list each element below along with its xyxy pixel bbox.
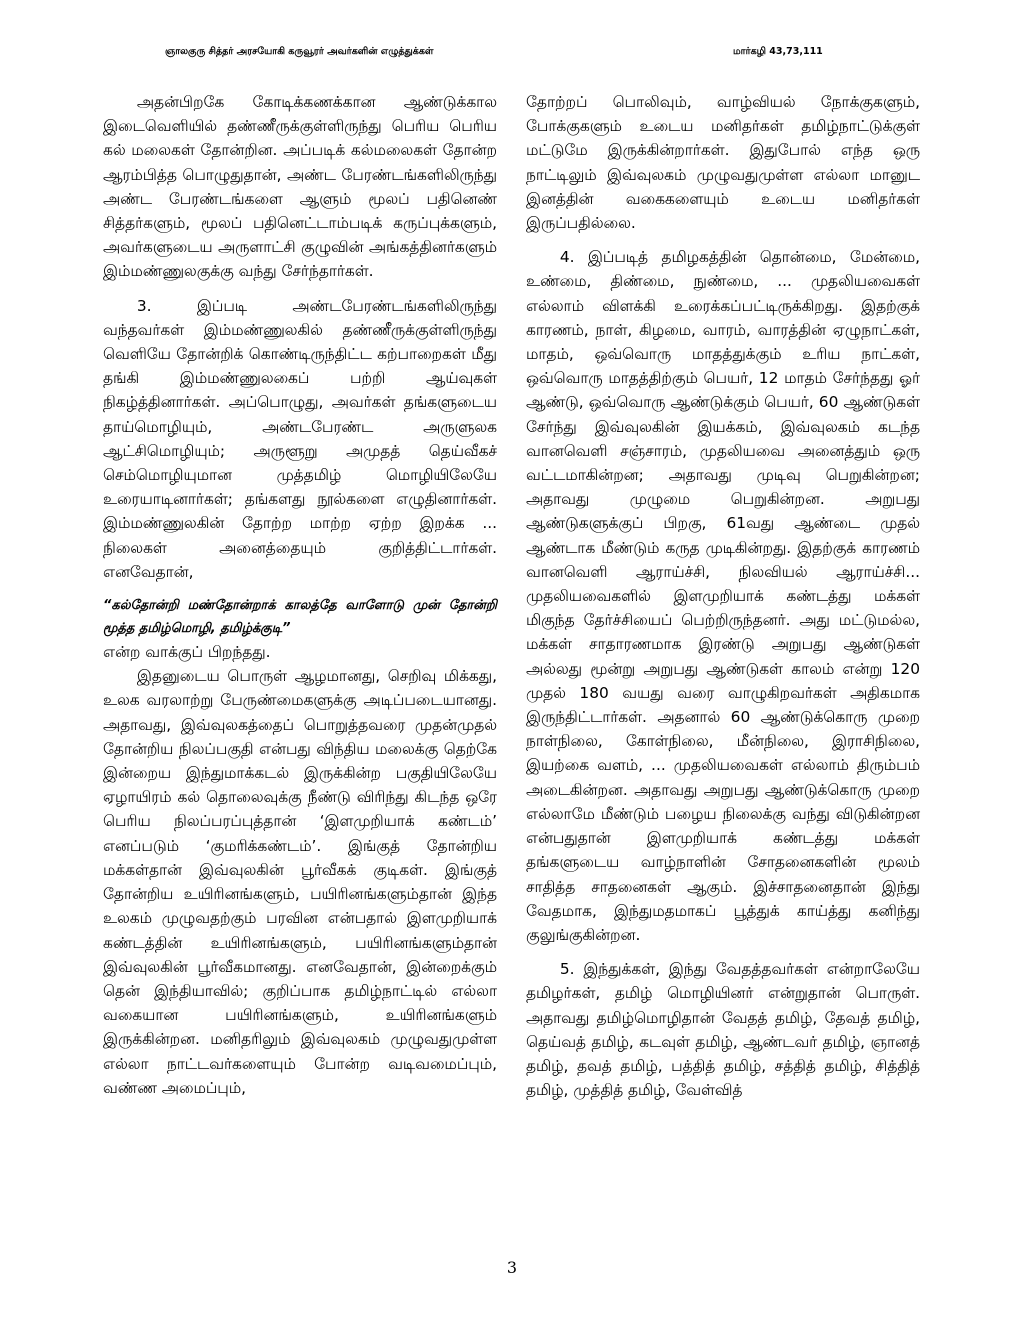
paragraph-4: 4. இப்படித் தமிழகத்தின் தொன்மை, மேன்மை, உண்மை, திண்மை, நுண்மை, ... முதலியவைகள் எல்லாம் விளக்கி உரைக்கப்பட்டிருக்கிறது. இதற்குக் காரணம், நாள், கிழமை, வாரம், வாரத்தின் ஏழுநாட்கள், மாதம், ஒவ்வொரு மாதத்துக்கும் உரிய நாட்கள், ஒவ்வொரு மாதத்திற்கும் பெயர், 12 மாதம் சேர்ந்தது ஓர் ஆண்டு, ஒவ்வொரு ஆண்டுக்கும் பெயர், 60 ஆண்டுகள் சேர்ந்து இவ்வுலகின் இயக்கம், இவ்வுலகம் கடந்த வானவெளி சஞ்சாரம், முதலியவை அனைத்தும் ஒரு வட்டமாகின்றன; அதாவது முடிவு பெறுகின்றன; அதாவது முழுமை பெறுகின்றன. அறுபது ஆண்டுகளுக்குப் பிறகு, 61வது ஆண்டை முதல் ஆண்டாக மீண்டும் கருத முடிகின்றது. இதற்குக் காரணம் வானவெளி ஆராய்ச்சி, நிலவியல் ஆராய்ச்சி... முதலியவைகளில் இளமுறியாக் கண்டத்து மக்கள் மிகுந்த தேர்ச்சியைப் பெற்றிருந்தனர். அது மட்டுமல்ல, மக்கள் சாதாரணமாக இரண்டு அறுபது ஆண்டுகள் அல்லது மூன்று அறுபது ஆண்டுகள் காலம் என்று 120 முதல் 180 வயது வரை வாழுகிறவர்கள் அதிகமாக இருந்திட்டார்கள். அதனால் 60 ஆண்டுக்கொரு முறை நாள்நிலை, கோள்நிலை, மீன்நிலை, இராசிநிலை, இயற்கை வளம், ... முதலியவைகள் எல்லாம் திரும்பம் அடைகின்றன. அதாவது அறுபது ஆண்டுக்கொரு முறை எல்லாமே மீண்டும் பழைய நிலைக்கு வந்து விடுகின்றன என்பதுதான் இளமுறியாக் கண்டத்து மக்கள் தங்களுடைய வாழ்நாளின் சோதனைகளின் மூலம் சாதித்த சாதனைகள் ஆகும். இச்சாதனைதான் இந்து வேதமாக, இந்துமதமாகப் பூத்துக் காய்த்து கனிந்து குலுங்குகின்றன. [526,248,920,944]
paragraph-meaning: இதனுடைய பொருள் ஆழமானது, செறிவு மிக்கது, உலக வரலாற்று பேருண்மைகளுக்கு அடிப்படையானது. அதாவது, இவ்வுலகத்தைப் பொறுத்தவரை முதன்முதல் தோன்றிய நிலப்பகுதி என்பது விந்திய மலைக்கு தெற்கே இன்றைய இந்துமாக்கடல் இருக்கின்ற பகுதியிலேயே ஏழாயிரம் கல் தொலைவுக்கு நீண்டு விரிந்து கிடந்த ஒரே பெரிய நிலப்பரப்புத்தான் ‘இளமுறியாக் கண்டம்’ எனப்படும் ‘குமரிக்கண்டம்’. இங்குத் தோன்றிய மக்கள்தான் இவ்வுலகின் பூர்வீகக் குடிகள். இங்குத் தோன்றிய உயிரினங்களும், பயிரினங்களும்தான் இந்த உலகம் முழுவதற்கும் பரவின என்பதால் இளமுறியாக் கண்டத்தின் உயிரினங்களும், பயிரினங்களும்தான் இவ்வுலகின் பூர்வீகமானது. எனவேதான், இன்றைக்கும் தென் இந்தியாவில்; குறிப்பாக தமிழ்நாட்டில் எல்லா வகையான பயிரினங்களும், உயிரினங்களும் இருக்கின்றன. மனிதரிலும் இவ்வுலகம் முழுவதுமுள்ள எல்லா நாட்டவர்களையும் போன்ற வடிவமைப்பும், வண்ண அமைப்பும், [103,667,497,1097]
header-title: ஞாலகுரு சித்தர் அரசயோகி கருவூரர் அவர்களின் எழுத்துக்கள் [165,46,434,57]
right-column [526,90,920,1102]
page-number: 3 [506,1258,518,1277]
quote-verse: “கல்தோன்றி மண்தோன்றாக் காலத்தே வாளோடு முன் தோன்றி மூத்த தமிழ்மொழி, தமிழ்க்குடி” [103,598,497,637]
paragraph-5: 5. இந்துக்கள், இந்து வேதத்தவர்கள் என்றாலேயே தமிழர்கள், தமிழ் மொழியினர் என்றுதான் பொருள். அதாவது தமிழ்மொழிதான் வேதத் தமிழ், தேவத் தமிழ், தெய்வத் தமிழ், கடவுள் தமிழ், ஆண்டவர் தமிழ், ஞானத் தமிழ், தவத் தமிழ், பத்தித் தமிழ், சத்தித் தமிழ், சித்தித் தமிழ், முத்தித் தமிழ், வேள்வித் [526,960,920,1100]
left-column [103,90,497,1100]
quote-caption: என்ற வாக்குப் பிறந்தது. [103,643,271,662]
paragraph-continued: தோற்றப் பொலிவும், வாழ்வியல் நோக்குகளும், போக்குகளும் உடைய மனிதர்கள் தமிழ்நாட்டுக்குள் மட்டுமே இருக்கின்றார்கள். இதுபோல் எந்த ஒரு நாட்டிலும் இவ்வுலகம் முழுவதுமுள்ள எல்லா மானுட இனத்தின் வகைகளையும் உடைய மனிதர்கள் இருப்பதில்லை. [526,93,920,233]
page-header [0,44,1024,64]
header-issue: மார்கழி 43,73,111 [733,46,823,57]
paragraph-intro: அதன்பிறகே கோடிக்கணக்கான ஆண்டுக்கால இடைவெளியில் தண்ணீருக்குள்ளிருந்து பெரிய பெரிய கல் மலைகள் தோன்றின. அப்படிக் கல்மலைகள் தோன்ற ஆரம்பித்த பொழுதுதான், அண்ட பேரண்டங்களிலிருந்து அண்ட பேரண்டங்களை ஆளும் மூலப் பதினெண் சித்தர்களும், மூலப் பதினெட்டாம்படிக் கருப்புக்களும், அவர்களுடைய அருளாட்சி குழுவின் அங்கத்தினர்களும் இம்மண்ணுலகுக்கு வந்து சேர்ந்தார்கள். [103,93,497,281]
paragraph-3: 3. இப்படி அண்டபேரண்டங்களிலிருந்து வந்தவர்கள் இம்மண்ணுலகில் தண்ணீருக்குள்ளிருந்து வெளியே தோன்றிக் கொண்டிருந்திட்ட கற்பாறைகள் மீது தங்கி இம்மண்ணுலகைப் பற்றி ஆய்வுகள் நிகழ்த்தினார்கள். அப்பொழுது, அவர்கள் தங்களுடைய தாய்மொழியும், அண்டபேரண்ட அருளுலக ஆட்சிமொழியும்; அருளூறு அமுதத் தெய்வீகச் செம்மொழியுமான முத்தமிழ் மொழியிலேயே உரையாடினார்கள்; தங்களது நூல்களை எழுதினார்கள். இம்மண்ணுலகின் தோற்ற மாற்ற ஏற்ற இறக்க ... நிலைகள் அனைத்தையும் குறித்திட்டார்கள். எனவேதான், [103,296,497,581]
